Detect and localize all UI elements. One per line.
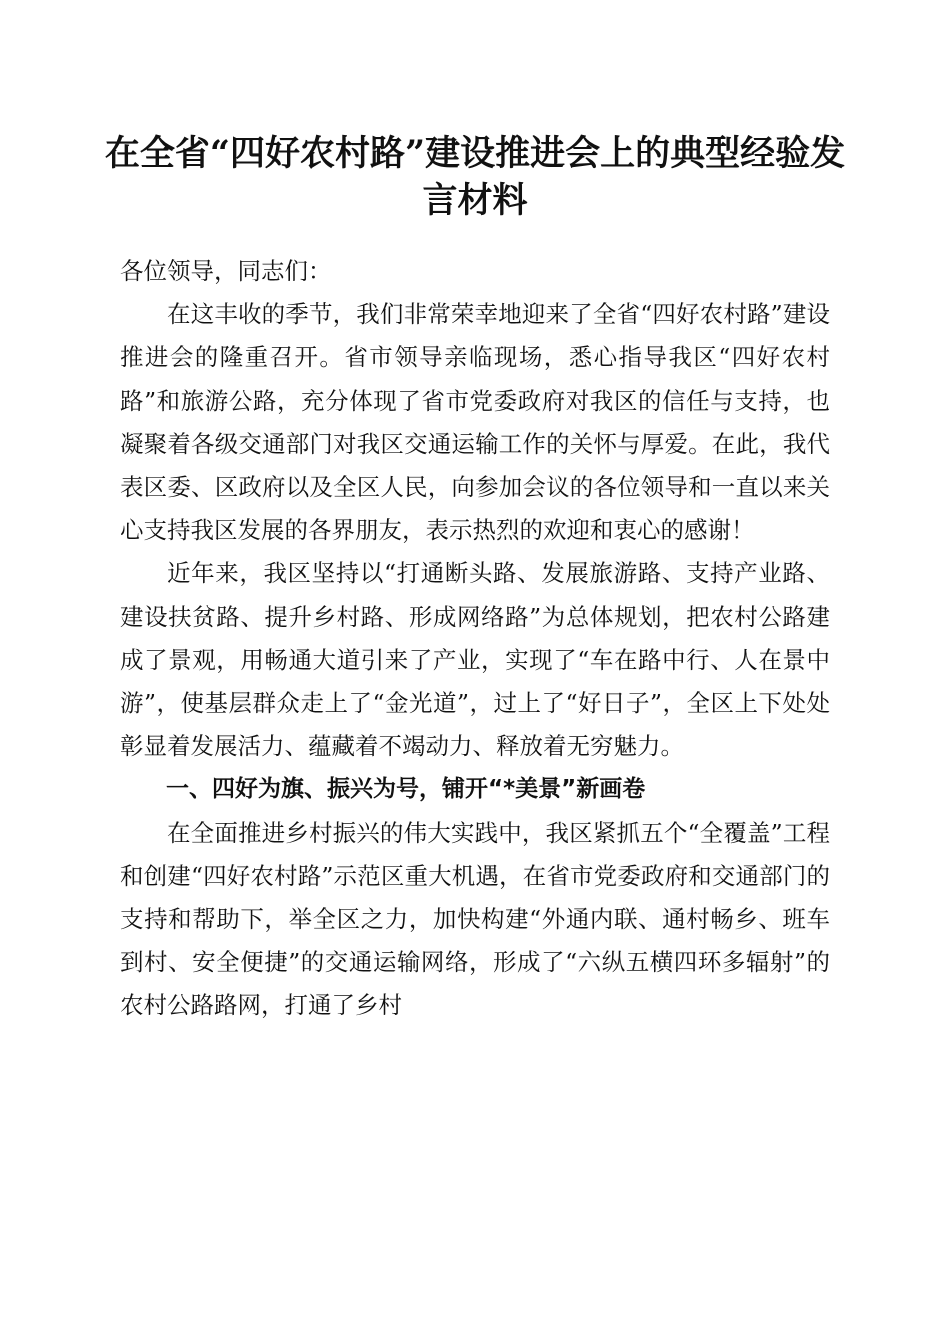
section-heading-1: 一、四好为旗、振兴为号，铺开“*美景”新画卷 xyxy=(166,776,646,803)
document-body xyxy=(120,250,830,1028)
paragraph-intro: 在这丰收的季节，我们非常荣幸地迎来了全省“四好农村路”建设推进会的隆重召开。省市领导亲临现场，悉心指导我区“四好农村路”和旅游公路，充分体现了省市党委政府对我区的信任与支持，也凝聚着各级交通部门对我区交通运输工作的关怀与厚爱。在此，我代表区委、区政府以及全区人民，向参加会议的各位领导和一直以来关心支持我区发展的各界朋友，表示热烈的欢迎和衷心的感谢！ xyxy=(120,300,830,545)
greeting: 各位领导，同志们： xyxy=(120,257,332,285)
section-1-paragraph: 在全面推进乡村振兴的伟大实践中，我区紧抓五个“全覆盖”工程和创建“四好农村路”示范区重大机遇，在省市党委政府和交通部门的支持和帮助下，举全区之力，加快构建“外通内联、通村畅乡、班车到村、安全便捷”的交通运输网络，形成了“六纵五横四环多辐射”的农村公路路网，打通了乡村 xyxy=(120,818,830,1020)
paragraph-recent-years: 近年来，我区坚持以“打通断头路、发展旅游路、支持产业路、建设扶贫路、提升乡村路、形成网络路”为总体规划，把农村公路建成了景观，用畅通大道引来了产业，实现了“车在路中行、人在景中游”，使基层群众走上了“金光道”，过上了“好日子”，全区上下处处彰显着发展活力、蕴藏着不竭动力、释放着无穷魅力。 xyxy=(120,559,830,761)
document-title: 在全省“四好农村路”建设推进会上的典型经验发言材料 xyxy=(104,133,846,221)
